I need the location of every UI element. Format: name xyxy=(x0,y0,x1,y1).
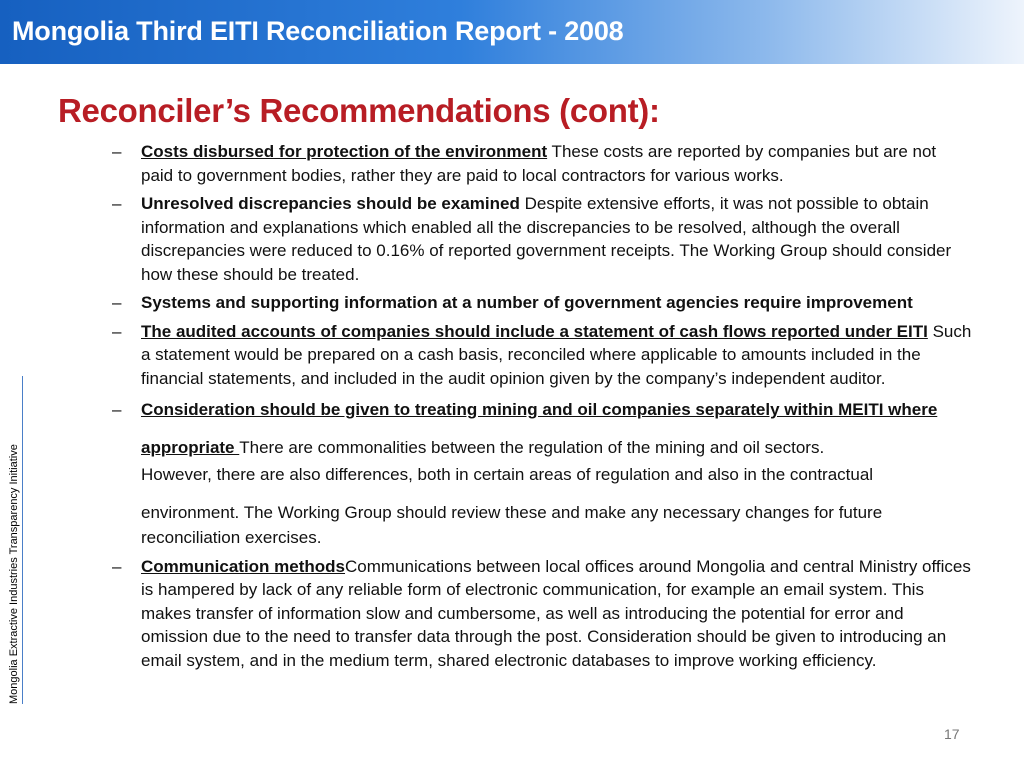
item-text: These costs are reported by companies but are not paid to government bodies, rather they are paid to local contractors for various works. xyxy=(141,142,937,185)
item-heading: Communication methods xyxy=(141,556,346,576)
list-item xyxy=(112,398,972,550)
slide-title: Reconciler’s Recommendations (cont): xyxy=(58,92,660,129)
list-item xyxy=(112,555,972,673)
list-item xyxy=(112,291,972,315)
header-bar xyxy=(0,0,1024,64)
report-title: Mongolia Third EITI Reconciliation Report - 2008 xyxy=(12,16,624,46)
item-text: environment. The Working Group should review these and make any necessary changes for future xyxy=(141,502,883,522)
item-heading-continued: appropriate xyxy=(141,437,240,457)
bullet-marker: – xyxy=(112,556,122,576)
item-text: However, there are also differences, both in certain areas of regulation and also in the contractual xyxy=(141,465,874,484)
bullet-marker: – xyxy=(112,142,122,161)
item-text: Such a statement would be prepared on a cash basis, reconciled where applicable to amounts included in the financial statements, and included in the audit opinion given by the company’s independent auditor. xyxy=(141,321,972,388)
item-heading: Costs disbursed for protection of the environment xyxy=(141,142,548,161)
list-item xyxy=(112,320,972,391)
bullet-marker: – xyxy=(112,321,122,341)
recommendations-list xyxy=(112,140,972,677)
list-item xyxy=(112,140,972,187)
item-heading: Systems and supporting information at a number of government agencies require improvement xyxy=(141,293,913,312)
item-heading: The audited accounts of companies should include a statement of cash flows reported under EITI xyxy=(141,321,928,341)
item-text: reconciliation exercises. xyxy=(141,528,322,547)
sidebar-divider xyxy=(22,376,23,704)
item-text: Despite extensive efforts, it was not possible to obtain information and explanations which enabled all the discrepancies to be resolved, although the overall discrepancies were reduced to 0.16% of reported government receipts. The Working Group should consider how these should be treated. xyxy=(141,194,952,284)
item-text: Communications between local offices around Mongolia and central Ministry offices is hampered by lack of any reliable form of electronic communication, for example an email system. This makes transfer of information slow and cumbersome, as well as introducing the potential for error and omission due to the need to transfer data through the post. Consideration should be given to introducing an email system, and in the medium term, shared electronic databases to improve working efficiency. xyxy=(141,556,971,670)
bullet-marker: – xyxy=(112,293,122,312)
bullet-marker: – xyxy=(112,400,122,419)
list-item xyxy=(112,192,972,286)
item-text: There are commonalities between the regulation of the mining and oil sectors. xyxy=(239,437,825,457)
item-heading: Unresolved discrepancies should be examined xyxy=(141,194,520,213)
item-heading: Consideration should be given to treating mining and oil companies separately within MEITI where xyxy=(141,400,938,419)
sidebar-label: Mongolia Extractive Industries Transparency Initiative xyxy=(8,444,20,704)
page-number: 17 xyxy=(944,726,960,742)
bullet-marker: – xyxy=(112,194,122,213)
